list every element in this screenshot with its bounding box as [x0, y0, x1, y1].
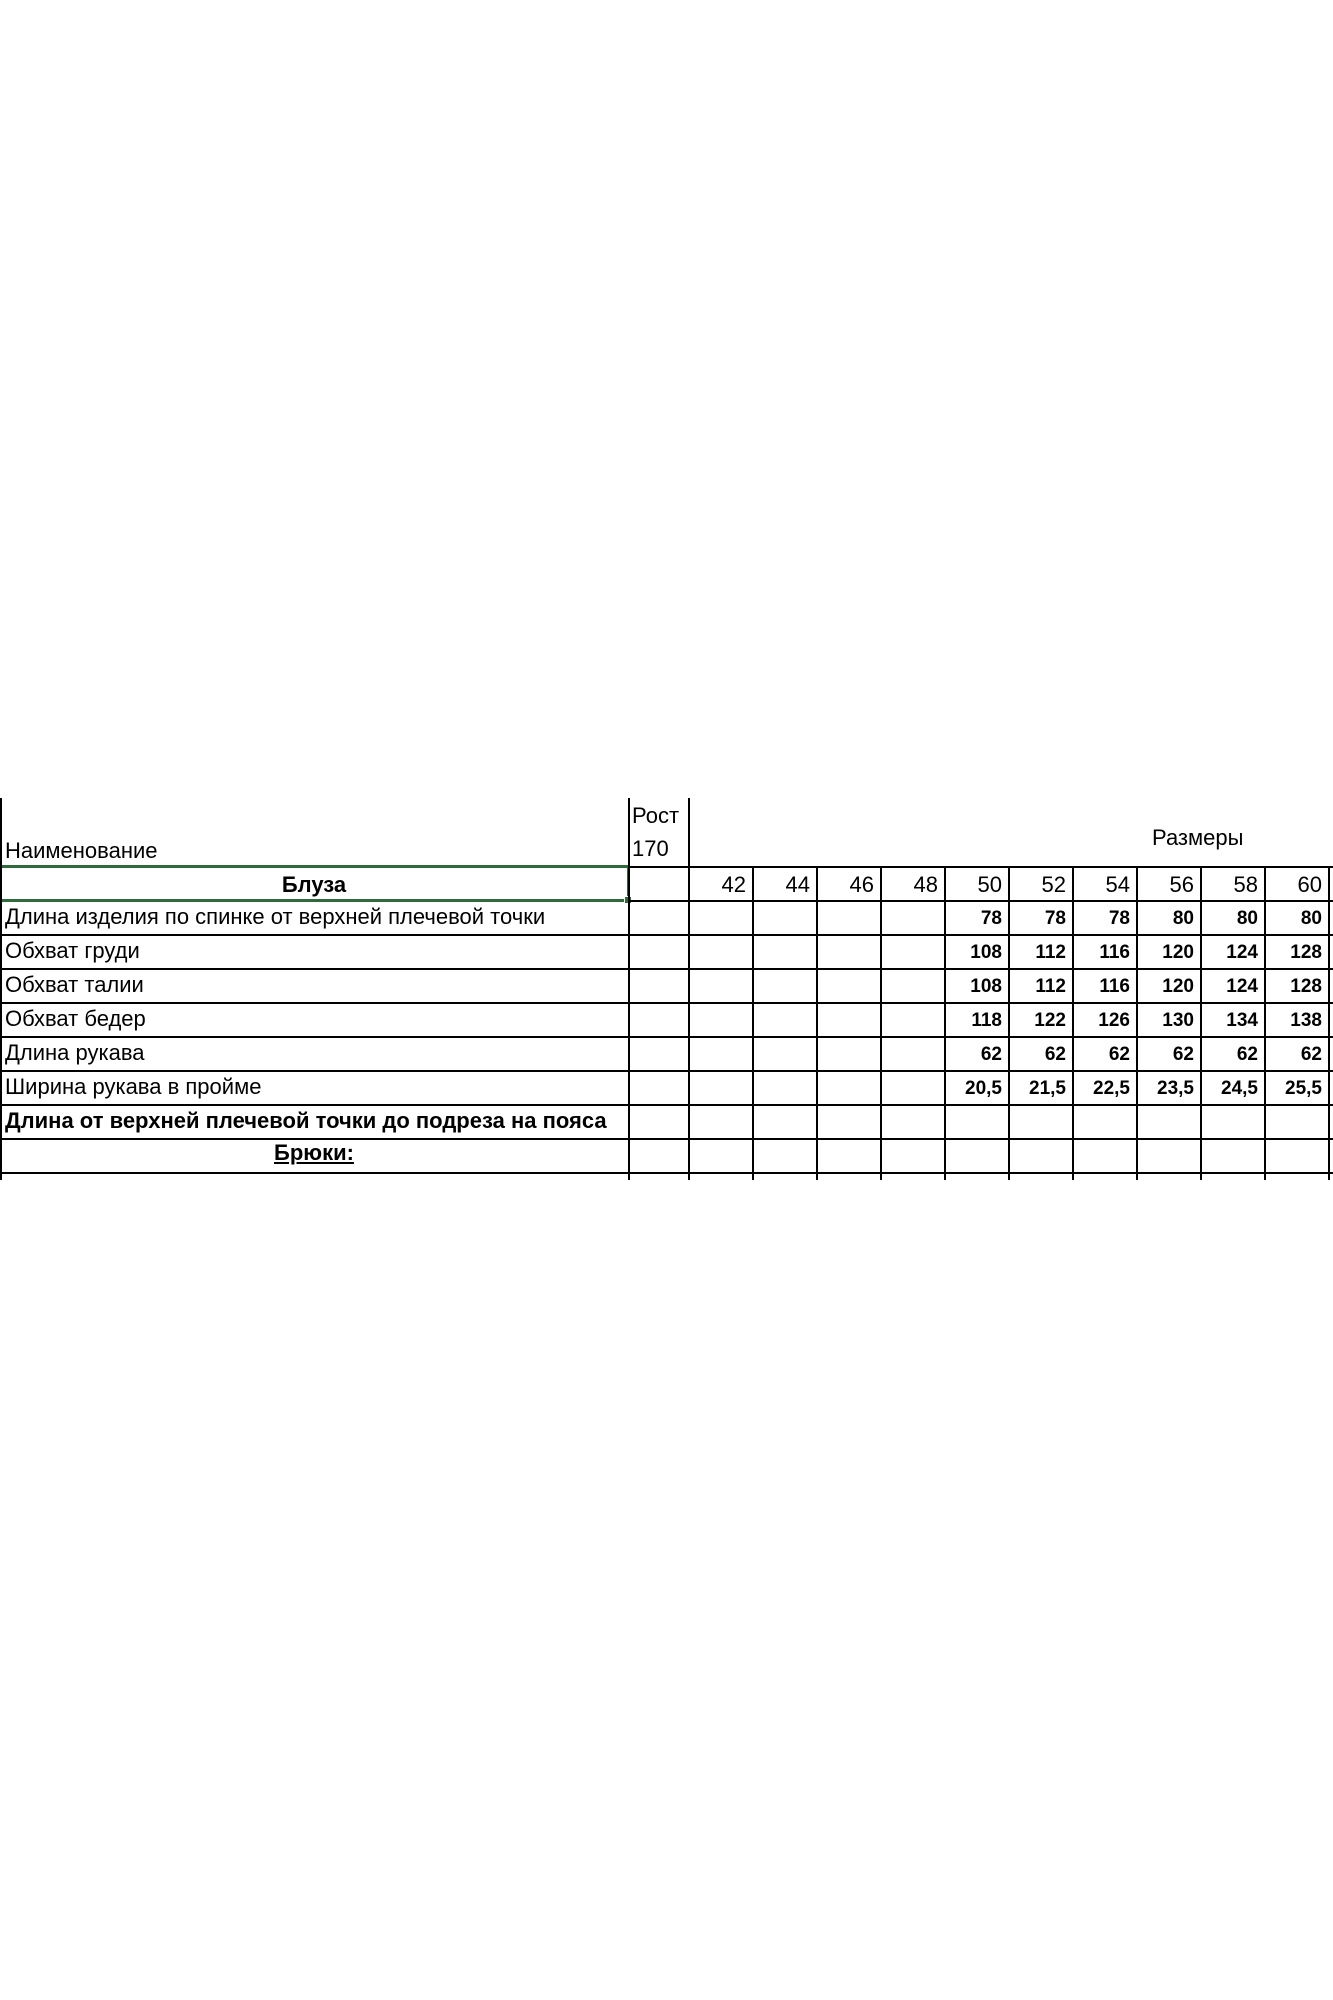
header-sizes-label[interactable]: Размеры	[1152, 825, 1244, 850]
grid-vline	[688, 798, 690, 1180]
table-cell[interactable]: 21,5	[1029, 1078, 1066, 1099]
grid-hline	[628, 900, 1333, 902]
table-cell[interactable]: 128	[1290, 942, 1322, 963]
table-cell[interactable]: 62	[1108, 1044, 1130, 1065]
grid-vline	[816, 866, 818, 1180]
row-label[interactable]: Длина от верхней плечевой точки до подреза на пояса	[5, 1108, 607, 1133]
size-header-52[interactable]: 52	[1041, 872, 1066, 897]
grid-hline	[0, 934, 1333, 936]
size-header-50[interactable]: 50	[977, 872, 1002, 897]
grid-hline	[0, 968, 1333, 970]
table-cell[interactable]: 23,5	[1157, 1078, 1194, 1099]
table-cell[interactable]: 62	[1172, 1044, 1194, 1065]
table-cell[interactable]: 78	[1108, 908, 1130, 929]
grid-vline	[628, 798, 630, 1180]
header-height-value: 170	[632, 836, 669, 861]
table-cell[interactable]: 78	[980, 908, 1002, 929]
table-cell[interactable]: 134	[1226, 1010, 1258, 1031]
table-cell[interactable]: 112	[1035, 976, 1066, 997]
grid-vline	[1008, 866, 1010, 1180]
table-cell[interactable]: 62	[1236, 1044, 1258, 1065]
grid-hline	[0, 1002, 1333, 1004]
size-header-48[interactable]: 48	[913, 872, 938, 897]
table-cell[interactable]: 128	[1290, 976, 1322, 997]
section-title-blouse[interactable]: Блуза	[281, 872, 347, 897]
row-label[interactable]: Длина рукава	[5, 1040, 145, 1065]
grid-hline	[0, 899, 629, 902]
grid-vline	[1072, 866, 1074, 1180]
grid-vline	[880, 866, 882, 1180]
table-cell[interactable]: 118	[971, 1010, 1002, 1031]
table-cell[interactable]: 112	[1035, 942, 1066, 963]
table-cell[interactable]: 24,5	[1221, 1078, 1258, 1099]
table-cell[interactable]: 138	[1290, 1010, 1322, 1031]
table-cell[interactable]: 62	[1300, 1044, 1322, 1065]
row-label[interactable]: Обхват бедер	[5, 1006, 146, 1031]
table-cell[interactable]: 124	[1226, 976, 1258, 997]
grid-vline	[1136, 866, 1138, 1180]
table-cell[interactable]: 126	[1098, 1010, 1130, 1031]
grid-hline	[0, 1070, 1333, 1072]
row-label[interactable]: Длина изделия по спинке от верхней плечевой точки	[5, 904, 546, 929]
grid-hline	[0, 865, 629, 868]
table-cell[interactable]: 122	[1034, 1010, 1066, 1031]
table-cell[interactable]: 25,5	[1285, 1078, 1322, 1099]
grid-vline	[944, 866, 946, 1180]
row-label[interactable]: Ширина рукава в пройме	[5, 1074, 262, 1099]
grid-vline	[1200, 866, 1202, 1180]
size-header-60[interactable]: 60	[1297, 872, 1322, 897]
grid-hline	[628, 866, 688, 868]
grid-hline	[0, 1138, 1333, 1140]
section-title-trousers[interactable]: Брюки:	[274, 1140, 354, 1165]
row-label[interactable]: Обхват груди	[5, 938, 140, 963]
grid-vline	[1264, 866, 1266, 1180]
grid-vline	[0, 798, 2, 1180]
grid-hline	[688, 866, 1333, 868]
size-header-58[interactable]: 58	[1233, 872, 1258, 897]
table-cell[interactable]: 116	[1099, 942, 1130, 963]
grid-vline	[1328, 866, 1330, 1180]
table-cell[interactable]: 80	[1172, 908, 1194, 929]
size-table	[0, 803, 1333, 1180]
table-cell[interactable]: 108	[970, 976, 1002, 997]
header-height-label: Рост	[632, 803, 680, 828]
size-header-56[interactable]: 56	[1169, 872, 1194, 897]
table-cell[interactable]: 62	[980, 1044, 1002, 1065]
table-cell[interactable]: 120	[1162, 976, 1194, 997]
table-cell[interactable]: 120	[1162, 942, 1194, 963]
table-cell[interactable]: 62	[1044, 1044, 1066, 1065]
table-cell[interactable]: 108	[970, 942, 1002, 963]
grid-vline	[752, 866, 754, 1180]
size-header-46[interactable]: 46	[849, 872, 874, 897]
table-cell[interactable]: 20,5	[965, 1078, 1002, 1099]
table-cell[interactable]: 78	[1044, 908, 1066, 929]
size-header-54[interactable]: 54	[1105, 872, 1130, 897]
grid-hline	[0, 1104, 1333, 1106]
header-name-label: Наименование	[5, 838, 158, 863]
table-cell[interactable]: 80	[1236, 908, 1258, 929]
table-cell[interactable]: 124	[1226, 942, 1258, 963]
table-cell[interactable]: 80	[1300, 908, 1322, 929]
table-cell[interactable]: 22,5	[1093, 1078, 1130, 1099]
table-cell[interactable]: 116	[1099, 976, 1130, 997]
size-header-42[interactable]: 42	[721, 872, 746, 897]
row-label[interactable]: Обхват талии	[5, 972, 144, 997]
size-header-44[interactable]: 44	[785, 872, 810, 897]
grid-hline	[0, 1172, 1333, 1174]
grid-hline	[0, 1036, 1333, 1038]
table-cell[interactable]: 130	[1162, 1010, 1194, 1031]
